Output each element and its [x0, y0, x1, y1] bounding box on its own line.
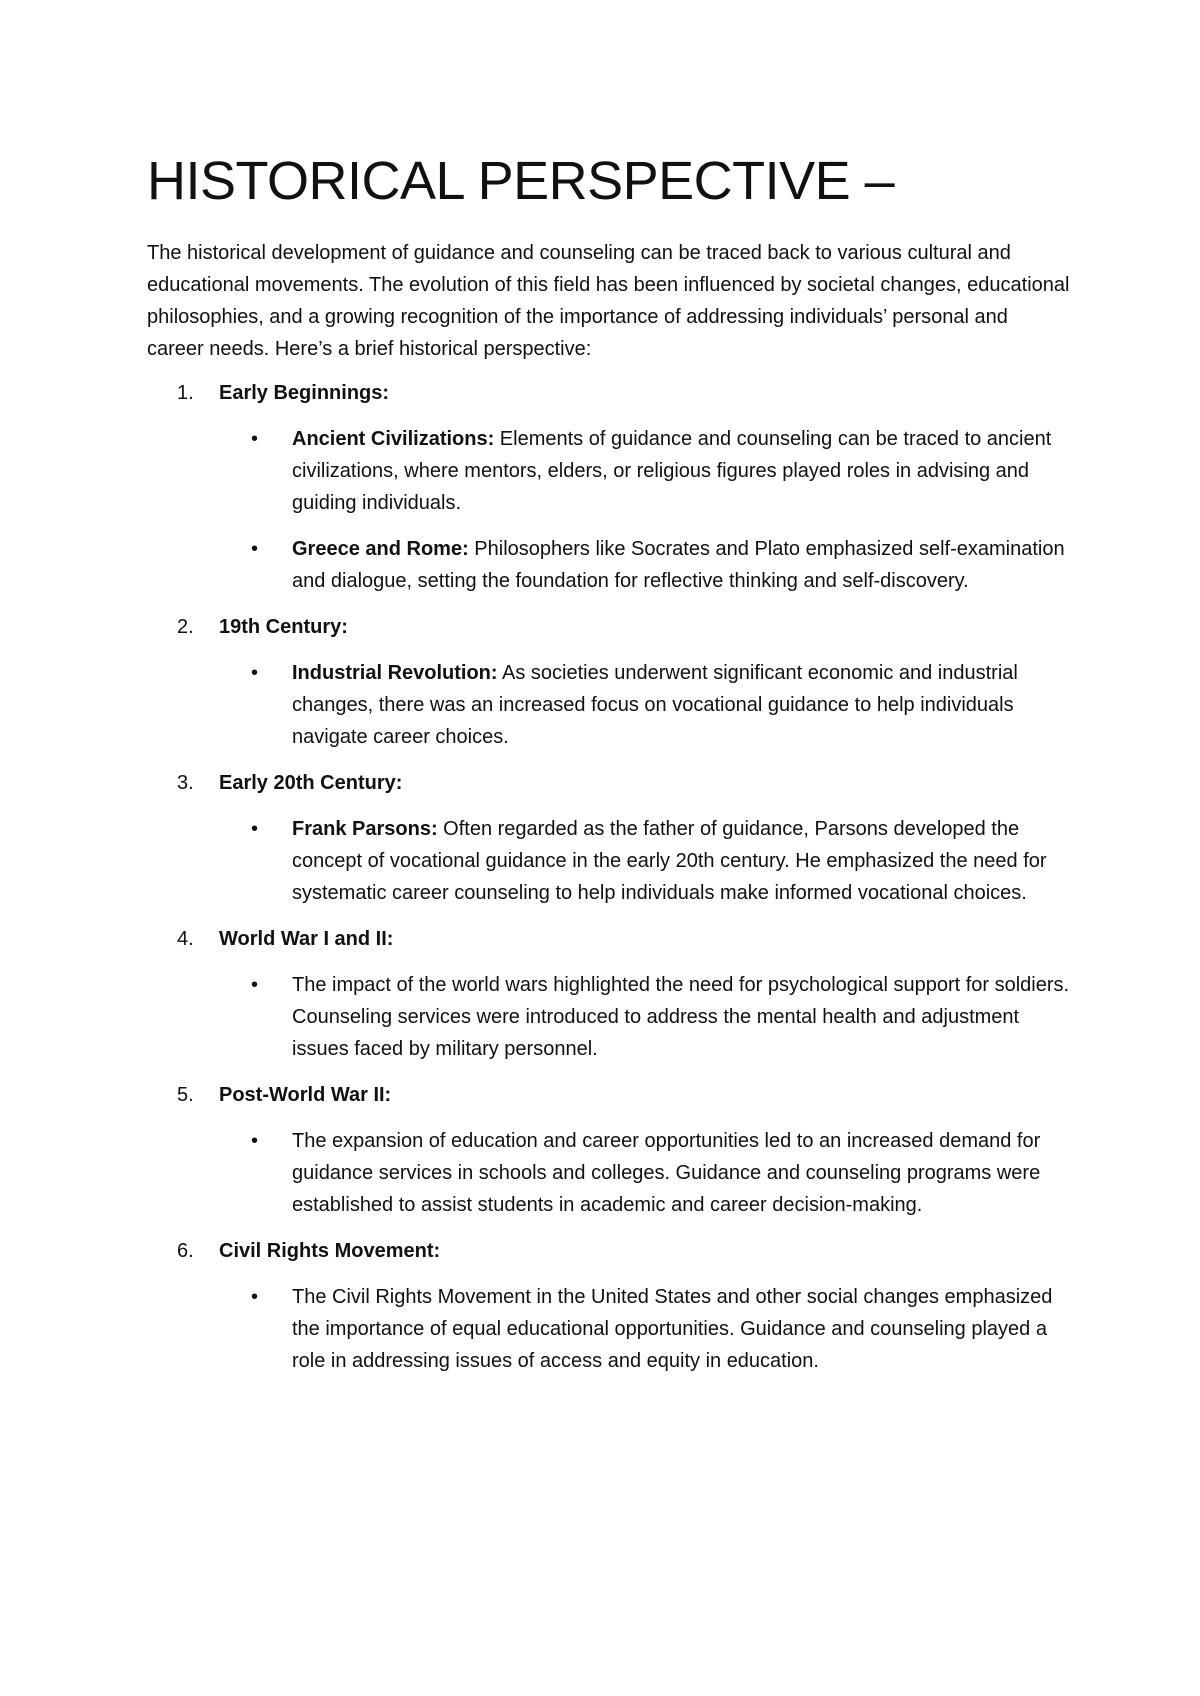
section-item: [147, 923, 1070, 1065]
section-heading: [147, 377, 1070, 409]
bullet-icon: •: [251, 538, 259, 561]
bullet-body: The Civil Rights Movement in the United States and other social changes emphasized the importance of equal educational opportunities. Guidance and counseling played a role in addressing issues of access and equity in education.: [292, 1286, 1053, 1373]
bullet-item: [147, 1281, 1070, 1377]
bullet-text: [292, 1281, 1070, 1377]
bullet-body: As societies underwent significant economic and industrial changes, there was an increased focus on vocational guidance to help individuals navigate career choices.: [292, 662, 1018, 749]
bullet-list: [147, 969, 1070, 1065]
section-item: [147, 1235, 1070, 1377]
bullet-lead: Industrial Revolution:: [292, 662, 498, 685]
bullet-lead: Greece and Rome:: [292, 538, 469, 561]
bullet-body: Elements of guidance and counseling can be traced to ancient civilizations, where mentors, elders, or religious figures played roles in advising and guiding individuals.: [292, 428, 1052, 515]
section-number: 6.: [177, 1240, 194, 1263]
bullet-item: [147, 423, 1070, 519]
bullet-list: [147, 1281, 1070, 1377]
section-number: 1.: [177, 382, 194, 405]
bullet-text: [292, 533, 1070, 597]
bullet-icon: •: [251, 428, 259, 451]
section-title: 19th Century:: [219, 616, 348, 639]
bullet-icon: •: [251, 662, 259, 685]
section-item: [147, 377, 1070, 597]
section-title: Early Beginnings:: [219, 382, 390, 405]
section-title: Early 20th Century:: [219, 772, 403, 795]
bullet-list: [147, 657, 1070, 753]
section-title: World War I and II:: [219, 928, 394, 951]
bullet-item: [147, 969, 1070, 1065]
bullet-list: [147, 1125, 1070, 1221]
bullet-item: [147, 533, 1070, 597]
bullet-item: [147, 813, 1070, 909]
bullet-body: The expansion of education and career opportunities led to an increased demand for guidance services in schools and colleges. Guidance and counseling programs were established to assist students in academic and career decision-making.: [292, 1130, 1041, 1217]
section-title: Civil Rights Movement:: [219, 1240, 441, 1263]
bullet-list: [147, 813, 1070, 909]
sections-list: [147, 377, 1070, 1377]
bullet-lead: Ancient Civilizations:: [292, 428, 495, 451]
section-item: [147, 611, 1070, 753]
section-item: [147, 767, 1070, 909]
bullet-icon: •: [251, 1286, 259, 1309]
section-number: 4.: [177, 928, 194, 951]
bullet-text: [292, 1125, 1070, 1221]
section-heading: [147, 1235, 1070, 1267]
section-title: Post-World War II:: [219, 1084, 392, 1107]
section-number: 2.: [177, 616, 194, 639]
bullet-item: [147, 1125, 1070, 1221]
bullet-list: [147, 423, 1070, 597]
section-heading: [147, 767, 1070, 799]
section-item: [147, 1079, 1070, 1221]
bullet-icon: •: [251, 974, 259, 997]
intro-paragraph: The historical development of guidance and counseling can be traced back to various cultural and educational movements. The evolution of this field has been influenced by societal changes, educational philosophies, and a growing recognition of the importance of addressing individuals’ personal and career needs. Here’s a brief historical perspective:: [147, 242, 1070, 361]
bullet-icon: •: [251, 1130, 259, 1153]
section-number: 3.: [177, 772, 194, 795]
bullet-body: Often regarded as the father of guidance, Parsons developed the concept of vocational guidance in the early 20th century. He emphasized the need for systematic career counseling to help individuals make informed vocational choices.: [292, 818, 1047, 905]
section-number: 5.: [177, 1084, 194, 1107]
bullet-item: [147, 657, 1070, 753]
bullet-text: [292, 657, 1070, 753]
bullet-icon: •: [251, 818, 259, 841]
bullet-body: The impact of the world wars highlighted the need for psychological support for soldiers. Counseling services were introduced to address the mental health and adjustment issues faced by military personnel.: [292, 974, 1070, 1061]
section-heading: [147, 1079, 1070, 1111]
section-heading: [147, 611, 1070, 643]
bullet-lead: Frank Parsons:: [292, 818, 438, 841]
bullet-text: [292, 969, 1070, 1065]
page-title: HISTORICAL PERSPECTIVE –: [147, 151, 895, 211]
section-heading: [147, 923, 1070, 955]
bullet-body: Philosophers like Socrates and Plato emphasized self-examination and dialogue, setting the foundation for reflective thinking and self-discovery.: [292, 538, 1065, 593]
bullet-text: [292, 813, 1070, 909]
bullet-text: [292, 423, 1070, 519]
